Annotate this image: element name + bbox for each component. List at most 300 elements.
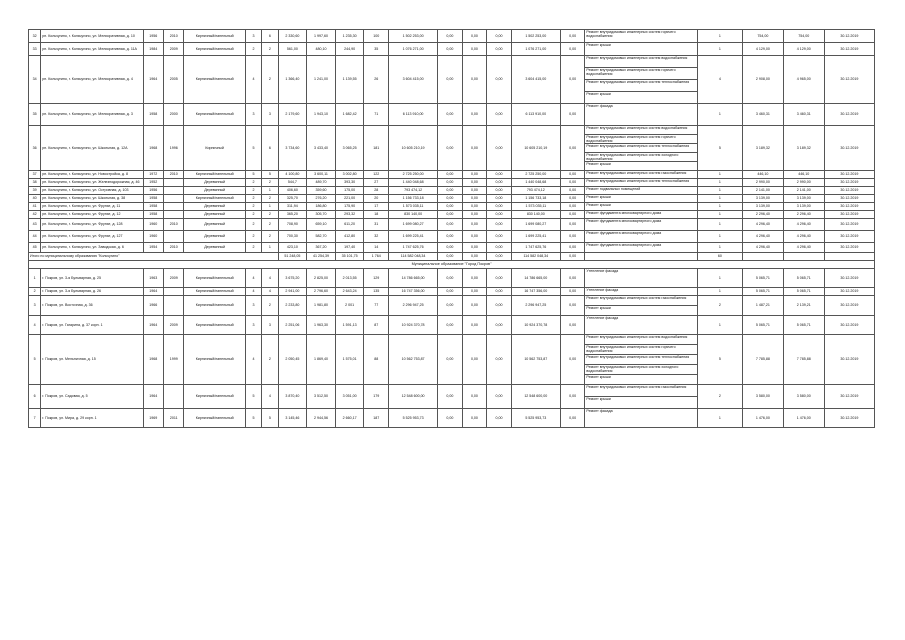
works-cell bbox=[585, 409, 698, 428]
cell-en: 5 bbox=[262, 171, 278, 179]
work-item: Ремонт фундамента многоквартирного дома bbox=[586, 219, 662, 223]
work-item: Ремонт внутридомовых инженерных систем холодного водоснабжения bbox=[585, 153, 697, 162]
cell-c1: 0,00 bbox=[438, 335, 463, 385]
cell-y2: 2010 bbox=[164, 243, 184, 253]
cell-a2: 3 433,40 bbox=[307, 126, 336, 171]
work-item: Ремонт крыши bbox=[586, 92, 611, 96]
cell-c4: 0,00 bbox=[560, 296, 585, 316]
cell-mat: Кирпичный/панельный bbox=[184, 269, 245, 288]
cell-c1: 0,00 bbox=[438, 211, 463, 219]
cell-a3: 1 591,13 bbox=[335, 316, 364, 335]
cell-a3: 2 001 bbox=[335, 296, 364, 316]
cell-cost: 1 699 080,27 bbox=[389, 219, 438, 231]
cell-y2: 2010 bbox=[164, 171, 184, 179]
work-item: Ремонт крыши bbox=[586, 43, 611, 47]
cell-a2: 367,20 bbox=[307, 243, 336, 253]
cell-y1: 1968 bbox=[143, 126, 163, 171]
cell-en: 6 bbox=[262, 30, 278, 43]
total-area-2: 41 254,39 bbox=[307, 253, 336, 261]
cell-c1: 0,00 bbox=[438, 56, 463, 104]
cell-wn: 5 bbox=[697, 335, 742, 385]
table-row bbox=[29, 171, 875, 179]
cell-date: 30.12.2019 bbox=[824, 179, 874, 187]
table-row bbox=[29, 219, 875, 231]
cell-mp: 4 129,00 bbox=[783, 43, 824, 56]
cell-addr: рп. Кольчугино, г. Кольчугино, ул. Фрунзе, д. 12 bbox=[41, 211, 143, 219]
cell-date: 30.12.2019 bbox=[824, 219, 874, 231]
cell-fl: 2 bbox=[245, 231, 261, 243]
cell-en: 2 bbox=[262, 296, 278, 316]
work-item: Ремонт внутридомовых инженерных систем водоснабжения bbox=[585, 335, 697, 345]
cell-c1: 0,00 bbox=[438, 179, 463, 187]
cell-cost: 1 699 225,41 bbox=[389, 231, 438, 243]
works-cell bbox=[585, 296, 698, 316]
work-item: Утепление фасада bbox=[586, 288, 619, 292]
cell-a3: 412,80 bbox=[335, 231, 364, 243]
cell-p: 129 bbox=[364, 269, 389, 288]
cell-addr: г. Покров, ул. Восточная, д. 36 bbox=[41, 296, 143, 316]
cell-c2: 0,00 bbox=[462, 187, 487, 195]
cell-a1: 3 734,60 bbox=[278, 126, 307, 171]
cell-n: 33 bbox=[29, 43, 41, 56]
cell-addr: рп. Кольчугино, г. Кольчугино, ул. Мелиоративная, д. 11А bbox=[41, 43, 143, 56]
cell-n: 40 bbox=[29, 195, 41, 203]
cell-p: 17 bbox=[364, 203, 389, 211]
total-row bbox=[29, 253, 875, 261]
cell-a1: 2 941,00 bbox=[278, 288, 307, 296]
cell-y1: 1958 bbox=[143, 203, 163, 211]
table-row bbox=[29, 385, 875, 409]
cell-a3: 2 643,24 bbox=[335, 288, 364, 296]
cell-mp: 5 065,71 bbox=[783, 288, 824, 296]
cell-cost: 1 573 035,11 bbox=[389, 203, 438, 211]
cell-n: 45 bbox=[29, 243, 41, 253]
cell-c3: 0,00 bbox=[487, 335, 512, 385]
cell-y2: 2010 bbox=[164, 30, 184, 43]
table-row bbox=[29, 243, 875, 253]
cell-c4: 0,00 bbox=[560, 171, 585, 179]
work-item: Ремонт внутридомовых инженерных систем теплоснабжения bbox=[585, 355, 697, 365]
cell-tot: 2 725 250,00 bbox=[511, 171, 560, 179]
cell-c2: 0,00 bbox=[462, 335, 487, 385]
cell-a2: 2 796,60 bbox=[307, 288, 336, 296]
cell-mat: Деревянный bbox=[184, 219, 245, 231]
table-row bbox=[29, 56, 875, 104]
cell-a3: 1 575,01 bbox=[335, 335, 364, 385]
cell-a2: 305,70 bbox=[307, 211, 336, 219]
cell-c2: 0,00 bbox=[462, 231, 487, 243]
cell-sp: 2 908,00 bbox=[742, 56, 783, 104]
cell-fl: 5 bbox=[245, 385, 261, 409]
cell-n: 5 bbox=[29, 335, 41, 385]
cell-n: 39 bbox=[29, 187, 41, 195]
cell-n: 38 bbox=[29, 179, 41, 187]
cell-tot: 1 156 733,18 bbox=[511, 195, 560, 203]
cell-p: 179 bbox=[364, 385, 389, 409]
cell-sp: 2 141,00 bbox=[742, 187, 783, 195]
cell-mp: 754,00 bbox=[783, 30, 824, 43]
cell-c1: 0,00 bbox=[438, 43, 463, 56]
cell-wn: 1 bbox=[697, 179, 742, 187]
cell-fl: 4 bbox=[245, 288, 261, 296]
cell-c1: 0,00 bbox=[438, 385, 463, 409]
cell-c4: 0,00 bbox=[560, 335, 585, 385]
works-cell bbox=[585, 203, 698, 211]
cell-fl: 3 bbox=[245, 104, 261, 126]
cell-tot: 16 747 356,00 bbox=[511, 288, 560, 296]
cell-a3: 175,00 bbox=[335, 187, 364, 195]
cell-cost: 5 525 953,73 bbox=[389, 409, 438, 428]
cell-mp: 2 139,21 bbox=[783, 296, 824, 316]
work-item: Ремонт крыши bbox=[586, 162, 611, 166]
cell-a2: 480,10 bbox=[307, 43, 336, 56]
cell-a3: 3 065,25 bbox=[335, 126, 364, 171]
cell-fl: 2 bbox=[245, 195, 261, 203]
cell-a3: 175,90 bbox=[335, 203, 364, 211]
cell-en: 4 bbox=[262, 288, 278, 296]
cell-addr: рп. Кольчугино, г. Кольчугино, ул. Островная, д. 103 bbox=[41, 187, 143, 195]
cell-cost: 2 725 250,00 bbox=[389, 171, 438, 179]
cell-sp: 5 065,71 bbox=[742, 288, 783, 296]
cell-sp: 5 065,71 bbox=[742, 269, 783, 288]
cell-y2: 2011 bbox=[164, 409, 184, 428]
cell-n: 1 bbox=[29, 269, 41, 288]
cell-a1: 3 675,20 bbox=[278, 269, 307, 288]
work-item: Ремонт внутридомовых инженерных систем горячего водоснабжения bbox=[586, 30, 676, 39]
cell-c2: 0,00 bbox=[462, 126, 487, 171]
total-empty-1 bbox=[742, 253, 783, 261]
cell-a2: 2 944,56 bbox=[307, 409, 336, 428]
cell-a3: 197,40 bbox=[335, 243, 364, 253]
cell-date: 30.12.2019 bbox=[824, 385, 874, 409]
cell-cost: 10 924 370,78 bbox=[389, 316, 438, 335]
cell-p: 181 bbox=[364, 126, 389, 171]
cell-c1: 0,00 bbox=[438, 187, 463, 195]
work-item: Ремонт внутридомовых инженерных систем водоснабжения bbox=[585, 56, 697, 68]
cell-tot: 1 699 225,41 bbox=[511, 231, 560, 243]
table-row bbox=[29, 126, 875, 171]
cell-y2: 2010 bbox=[164, 219, 184, 231]
cell-wn: 1 bbox=[697, 43, 742, 56]
cell-sp: 3 580,00 bbox=[742, 385, 783, 409]
cell-mp: 2 141,00 bbox=[783, 187, 824, 195]
cell-tot: 12 548 600,00 bbox=[511, 385, 560, 409]
cell-y1: 1966 bbox=[143, 296, 163, 316]
works-cell bbox=[585, 269, 698, 288]
cell-cost: 1 502 253,00 bbox=[389, 30, 438, 43]
works-cell bbox=[585, 126, 698, 171]
cell-mat: Деревянный bbox=[184, 187, 245, 195]
cell-wn: 1 bbox=[697, 409, 742, 428]
cell-addr: рп. Кольчугино, г. Кольчугино, ул. Заводская, д. 6 bbox=[41, 243, 143, 253]
cell-fl: 2 bbox=[245, 179, 261, 187]
cell-c4: 0,00 bbox=[560, 203, 585, 211]
work-item: Ремонт крыши bbox=[586, 375, 611, 379]
cell-c4: 0,00 bbox=[560, 187, 585, 195]
cell-date: 30.12.2019 bbox=[824, 269, 874, 288]
cell-mat: Кирпичный/панельный bbox=[184, 316, 245, 335]
cell-tot: 1 699 080,27 bbox=[511, 219, 560, 231]
cell-p: 71 bbox=[364, 104, 389, 126]
cell-en: 2 bbox=[262, 43, 278, 56]
cell-mp: 2 296,40 bbox=[783, 211, 824, 219]
cell-mat: Деревянный bbox=[184, 211, 245, 219]
cell-cost: 12 548 600,00 bbox=[389, 385, 438, 409]
cell-fl: 5 bbox=[245, 409, 261, 428]
cell-sp: 2 296,40 bbox=[742, 211, 783, 219]
total-section bbox=[29, 253, 875, 269]
table-row bbox=[29, 211, 875, 219]
cell-mp: 7 785,88 bbox=[783, 335, 824, 385]
cell-y2 bbox=[164, 203, 184, 211]
cell-c4: 0,00 bbox=[560, 211, 585, 219]
cell-tot: 2 296 947,25 bbox=[511, 296, 560, 316]
works-cell bbox=[585, 104, 698, 126]
cell-n: 34 bbox=[29, 56, 41, 104]
cell-y1: 1956 bbox=[143, 187, 163, 195]
cell-sp: 3 189,32 bbox=[742, 126, 783, 171]
cell-sp: 1 487,21 bbox=[742, 296, 783, 316]
cell-c4: 0,00 bbox=[560, 179, 585, 187]
table-row bbox=[29, 231, 875, 243]
cell-a2: 359,60 bbox=[307, 187, 336, 195]
work-item: Ремонт фундамента многоквартирного дома bbox=[586, 231, 662, 235]
cell-en: 1 bbox=[262, 203, 278, 211]
table-row bbox=[29, 269, 875, 288]
cell-mp: 4 965,00 bbox=[783, 56, 824, 104]
cell-c3: 0,00 bbox=[487, 187, 512, 195]
cell-tot: 1 573 035,11 bbox=[511, 203, 560, 211]
cell-a1: 3 145,46 bbox=[278, 409, 307, 428]
table-row bbox=[29, 409, 875, 428]
total-empty-2 bbox=[783, 253, 824, 261]
cell-c3: 0,00 bbox=[487, 288, 512, 296]
cell-en: 2 bbox=[262, 231, 278, 243]
cell-a2: 1 997,60 bbox=[307, 30, 336, 43]
cell-tot: 10 605 210,19 bbox=[511, 126, 560, 171]
work-item: Ремонт внутридомовых инженерных систем газоснабжения bbox=[585, 296, 697, 306]
cell-cost: 6 113 910,00 bbox=[389, 104, 438, 126]
table-row bbox=[29, 30, 875, 43]
table-row bbox=[29, 335, 875, 385]
cell-sp: 4 296,40 bbox=[742, 219, 783, 231]
cell-addr: рп. Кольчугино, г. Кольчугино, ул. Школьная, д. 12А bbox=[41, 126, 143, 171]
cell-mat: Кирпичный/панельный bbox=[184, 385, 245, 409]
cell-mat: Деревянный bbox=[184, 231, 245, 243]
cell-fl: 4 bbox=[245, 56, 261, 104]
cell-en: 4 bbox=[262, 385, 278, 409]
cell-mat: Кирпичный/панельный bbox=[184, 171, 245, 179]
total-cost-3: 0,00 bbox=[487, 253, 512, 261]
cell-mat: Кирпичный/панельный bbox=[184, 43, 245, 56]
cell-addr: рп. Кольчугино, г. Кольчугино, ул. Школьная, д. 38 bbox=[41, 195, 143, 203]
cell-c1: 0,00 bbox=[438, 195, 463, 203]
cell-addr: г. Покров, ул. Садовая, д. 5 bbox=[41, 385, 143, 409]
cell-tot: 1 440 048,68 bbox=[511, 179, 560, 187]
cell-c3: 0,00 bbox=[487, 409, 512, 428]
work-item: Ремонт внутридомовых инженерных систем холодного водоснабжения bbox=[585, 365, 697, 375]
total-area-1: 51 248,05 bbox=[278, 253, 307, 261]
cell-wn: 1 bbox=[697, 316, 742, 335]
works-cell bbox=[585, 335, 698, 385]
section-row bbox=[29, 261, 875, 269]
cell-c4: 0,00 bbox=[560, 269, 585, 288]
cell-date: 30.12.2019 bbox=[824, 211, 874, 219]
cell-cost: 1 440 048,68 bbox=[389, 179, 438, 187]
cell-a1: 311,94 bbox=[278, 203, 307, 211]
work-item: Ремонт крыши bbox=[586, 195, 611, 199]
cell-mat: Кирпичный/панельный bbox=[184, 30, 245, 43]
cell-p: 14 bbox=[364, 243, 389, 253]
cell-mat: Кирпичный/панельный bbox=[184, 195, 245, 203]
cell-addr: рп. Кольчугино, г. Кольчугино, ул. Фрунзе, д. 127 bbox=[41, 231, 143, 243]
works-cell bbox=[585, 211, 698, 219]
cell-c4: 0,00 bbox=[560, 385, 585, 409]
cell-c2: 0,00 bbox=[462, 385, 487, 409]
cell-c2: 0,00 bbox=[462, 409, 487, 428]
cell-y2 bbox=[164, 211, 184, 219]
works-cell bbox=[585, 56, 698, 104]
cell-a1: 423,10 bbox=[278, 243, 307, 253]
cell-addr: г. Покров, ул. 3-я Бульварная, д. 26 bbox=[41, 288, 143, 296]
cell-a2: 1 963,30 bbox=[307, 316, 336, 335]
cell-c4: 0,00 bbox=[560, 43, 585, 56]
cell-date: 30.12.2019 bbox=[824, 171, 874, 179]
cell-n: 41 bbox=[29, 203, 41, 211]
cell-en: 3 bbox=[262, 104, 278, 126]
cell-p: 77 bbox=[364, 296, 389, 316]
cell-a1: 2 179,60 bbox=[278, 104, 307, 126]
cell-n: 6 bbox=[29, 385, 41, 409]
cell-a3: 393,30 bbox=[335, 179, 364, 187]
cell-c1: 0,00 bbox=[438, 219, 463, 231]
cell-mp: 5 065,71 bbox=[783, 316, 824, 335]
cell-c4: 0,00 bbox=[560, 409, 585, 428]
cell-wn: 2 bbox=[697, 296, 742, 316]
cell-tot: 10 562 753,87 bbox=[511, 335, 560, 385]
cell-addr: г. Покров, ул. Гагарина, д. 37 корп. 1 bbox=[41, 316, 143, 335]
cell-y2 bbox=[164, 195, 184, 203]
work-item: Ремонт внутридомовых инженерных систем теплоснабжения bbox=[586, 179, 690, 183]
works-cell bbox=[585, 385, 698, 409]
cell-n: 37 bbox=[29, 171, 41, 179]
cell-y2: 2009 bbox=[164, 316, 184, 335]
cell-mat: Деревянный bbox=[184, 243, 245, 253]
works-cell bbox=[585, 316, 698, 335]
cell-cost: 3 604 415,00 bbox=[389, 56, 438, 104]
cell-cost: 10 562 753,87 bbox=[389, 335, 438, 385]
total-cost-4: 0,00 bbox=[560, 253, 585, 261]
cell-n: 32 bbox=[29, 30, 41, 43]
works-cell bbox=[585, 288, 698, 296]
cell-sp: 4 296,40 bbox=[742, 243, 783, 253]
cell-c2: 0,00 bbox=[462, 104, 487, 126]
cell-en: 4 bbox=[262, 269, 278, 288]
cell-a1: 2 251,06 bbox=[278, 316, 307, 335]
cell-addr: рп. Кольчугино, г. Кольчугино, ул. Новостройка, д. 8 bbox=[41, 171, 143, 179]
cell-fl: 3 bbox=[245, 296, 261, 316]
cell-p: 26 bbox=[364, 56, 389, 104]
cell-mat: Деревянный bbox=[184, 179, 245, 187]
cell-date: 30.12.2019 bbox=[824, 288, 874, 296]
cell-n: 44 bbox=[29, 231, 41, 243]
work-item: Ремонт внутридомовых инженерных систем газоснабжения bbox=[586, 171, 687, 175]
cell-y2: 1999 bbox=[164, 335, 184, 385]
cell-date: 30.12.2019 bbox=[824, 30, 874, 43]
cell-c2: 0,00 bbox=[462, 43, 487, 56]
table-row bbox=[29, 296, 875, 316]
cell-n: 35 bbox=[29, 104, 41, 126]
cell-y1: 1968 bbox=[143, 335, 163, 385]
cell-c3: 0,00 bbox=[487, 104, 512, 126]
cell-en: 2 bbox=[262, 219, 278, 231]
cell-c1: 0,00 bbox=[438, 231, 463, 243]
cell-a2: 3 600,11 bbox=[307, 171, 336, 179]
cell-c2: 0,00 bbox=[462, 243, 487, 253]
work-item: Ремонт фундамента многоквартирного дома bbox=[586, 243, 662, 247]
cell-wn: 1 bbox=[697, 30, 742, 43]
cell-mat: Кирпичный/панельный bbox=[184, 335, 245, 385]
cell-y1: 1954 bbox=[143, 243, 163, 253]
cell-p: 122 bbox=[364, 171, 389, 179]
total-area-3: 35 101,75 bbox=[335, 253, 364, 261]
cell-mat: Кирпичный/панельный bbox=[184, 296, 245, 316]
cell-sp: 4 296,40 bbox=[742, 231, 783, 243]
cell-mp: 2 990,00 bbox=[783, 179, 824, 187]
section-title: Муниципальное образование "Город Покров" bbox=[29, 261, 875, 269]
cell-c1: 0,00 bbox=[438, 288, 463, 296]
cell-mat: Кирпичный bbox=[184, 126, 245, 171]
cell-wn: 1 bbox=[697, 104, 742, 126]
cell-y2: 2009 bbox=[164, 269, 184, 288]
cell-mp: 3 139,00 bbox=[783, 195, 824, 203]
cell-addr: рп. Кольчугино, г. Кольчугино, ул. Фрунзе, д. 11 bbox=[41, 203, 143, 211]
cell-mp: 446,10 bbox=[783, 171, 824, 179]
cell-wn: 5 bbox=[697, 126, 742, 171]
cell-p: 35 bbox=[364, 43, 389, 56]
cell-sp: 3 139,00 bbox=[742, 203, 783, 211]
cell-c1: 0,00 bbox=[438, 30, 463, 43]
cell-y2 bbox=[164, 385, 184, 409]
cell-y1: 1964 bbox=[143, 316, 163, 335]
cell-date: 30.12.2019 bbox=[824, 187, 874, 195]
cell-date: 30.12.2019 bbox=[824, 203, 874, 211]
work-item: Ремонт внутридомовых инженерных систем теплоснабжения bbox=[585, 144, 697, 153]
cell-wn: 1 bbox=[697, 219, 742, 231]
cell-sp: 3 460,31 bbox=[742, 104, 783, 126]
work-item: Ремонт подвальных помещений bbox=[586, 187, 641, 191]
cell-en: 2 bbox=[262, 335, 278, 385]
cell-tot: 1 076 271,00 bbox=[511, 43, 560, 56]
cell-a1: 3 870,40 bbox=[278, 385, 307, 409]
cell-fl: 3 bbox=[245, 316, 261, 335]
cell-cost: 14 786 665,00 bbox=[389, 269, 438, 288]
cell-c2: 0,00 bbox=[462, 211, 487, 219]
cell-mat: Кирпичный/панельный bbox=[184, 104, 245, 126]
cell-c3: 0,00 bbox=[487, 30, 512, 43]
cell-y1: 1984 bbox=[143, 43, 163, 56]
cell-tot: 6 113 910,00 bbox=[511, 104, 560, 126]
cell-fl: 2 bbox=[245, 187, 261, 195]
cell-c4: 0,00 bbox=[560, 219, 585, 231]
cell-c3: 0,00 bbox=[487, 231, 512, 243]
cell-en: 1 bbox=[262, 187, 278, 195]
cell-a2: 1 943,10 bbox=[307, 104, 336, 126]
cell-c3: 0,00 bbox=[487, 219, 512, 231]
work-item: Ремонт фундамента многоквартирного дома bbox=[586, 211, 662, 215]
cell-addr: рп. Кольчугино, г. Кольчугино, ул. Мелиоративная, д. 10 bbox=[41, 30, 143, 43]
cell-date: 30.12.2019 bbox=[824, 104, 874, 126]
